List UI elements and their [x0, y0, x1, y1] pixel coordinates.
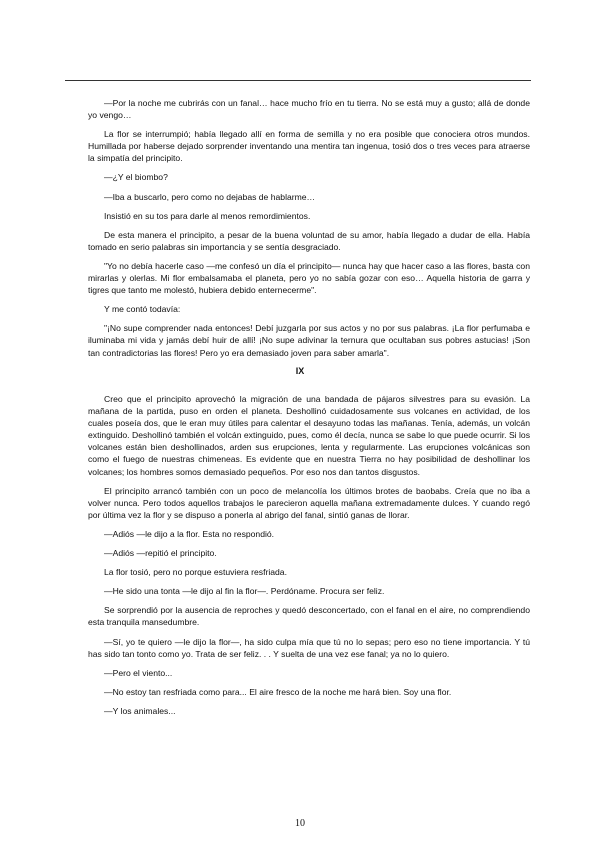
paragraph: Se sorprendió por la ausencia de reproches y quedó desconcertado, con el fanal en el aire, no comprendiendo esta tranquila mansedumbre. [88, 605, 530, 628]
paragraph: —No estoy tan resfriada como para... El aire fresco de la noche me hará bien. Soy una flor. [104, 686, 452, 697]
paragraph: —Y los animales... [104, 705, 176, 716]
paragraph: Insistió en su tos para darle al menos remordimientos. [104, 210, 311, 221]
paragraph: —Por la noche me cubrirás con un fanal… hace mucho frío en tu tierra. No se está muy a gusto; allá de donde yo vengo… [88, 98, 530, 121]
paragraph: La flor se interrumpió; había llegado allí en forma de semilla y no era posible que conociera otros mundos. Humillada por haberse dejado sorprender inventando una mentira tan ingenua, tosió dos o tres veces para atraerse la simpatía del principito. [88, 129, 530, 164]
paragraph: —¿Y el biombo? [104, 172, 168, 183]
paragraph: —Adiós —le dijo a la flor. Esta no respondió. [104, 528, 275, 539]
paragraph: De esta manera el principito, a pesar de la buena voluntad de su amor, había llegado a dudar de ella. Había tomado en serio palabras sin importancia y se sentía desgraciado. [88, 229, 530, 252]
paragraph: El principito arrancó también con un poco de melancolía los últimos brotes de baobabs. Creía que no iba a volver nunca. Pero todos aquellos trabajos le parecieron aquella mañana extremadamente dulces. Y cuando regó por última vez la flor y se dispuso a ponerla al abrigo del fanal, sintió ganas de llorar. [88, 485, 530, 520]
paragraph: —He sido una tonta —le dijo al fin la flor—. Perdóname. Procura ser feliz. [104, 586, 385, 597]
paragraph: —Sí, yo te quiero —le dijo la flor—, ha sido culpa mía que tú no lo sepas; pero eso no tiene importancia. Y tú has sido tan tonto como yo. Trata de ser feliz. . . Y suelta de una vez ese fanal; ya no lo quiero. [88, 636, 530, 659]
paragraph: "Yo no debía hacerle caso —me confesó un día el principito— nunca hay que hacer caso a las flores, basta con mirarlas y olerlas. Mi flor embalsamaba el planeta, pero yo no sabía gozar con eso… Aquella historia de garra y tigres que tanto me molestó, hubiera debido enternecerme". [88, 260, 530, 296]
paragraph: "¡No supe comprender nada entonces! Debí juzgarla por sus actos y no por sus palabras. ¡La flor perfumaba e iluminaba mi vida y jamás debí huir de allí! ¡No supe adivinar la ternura que ocultaban sus pobres astucias! ¡Son tan contradictorias las flores! Pero yo era demasiado joven para saber amarla". [88, 323, 530, 358]
chapter-heading: IX [295, 366, 305, 376]
paragraph: —Adiós —repitió el principito. [104, 548, 217, 559]
header-rule [65, 80, 531, 81]
page-number: 10 [295, 818, 305, 829]
paragraph: La flor tosió, pero no porque estuviera resfriada. [104, 567, 287, 578]
paragraph: Y me contó todavía: [104, 304, 181, 315]
paragraph: —Pero el viento... [104, 667, 173, 678]
paragraph: Creo que el principito aprovechó la migración de una bandada de pájaros silvestres para su evasión. La mañana de la partida, puso en orden el planeta. Deshollinó cuidadosamente sus volcanes en actividad, de los cuales poseía dos, que le eran muy útiles para calentar el desayuno todas las mañanas. Tenía, además, un volcán extinguido. Deshollinó también el volcán extinguido, pues, como él decía, nunca se sabe lo que puede ocurrir. Si los volcanes están bien deshollinados, arden sus erupciones, lenta y regularmente. Las erupciones volcánicas son como el fuego de nuestras chimeneas. Es evidente que en nuestra Tierra no hay posibilidad de deshollinar los volcanes; los hombres somos demasiado pequeños. Por eso nos dan tantos disgustos. [88, 394, 530, 477]
text-block-after-heading [88, 393, 530, 724]
paragraph: —Iba a buscarlo, pero como no dejabas de hablarme… [104, 191, 316, 202]
text-block-before-heading [88, 97, 530, 366]
